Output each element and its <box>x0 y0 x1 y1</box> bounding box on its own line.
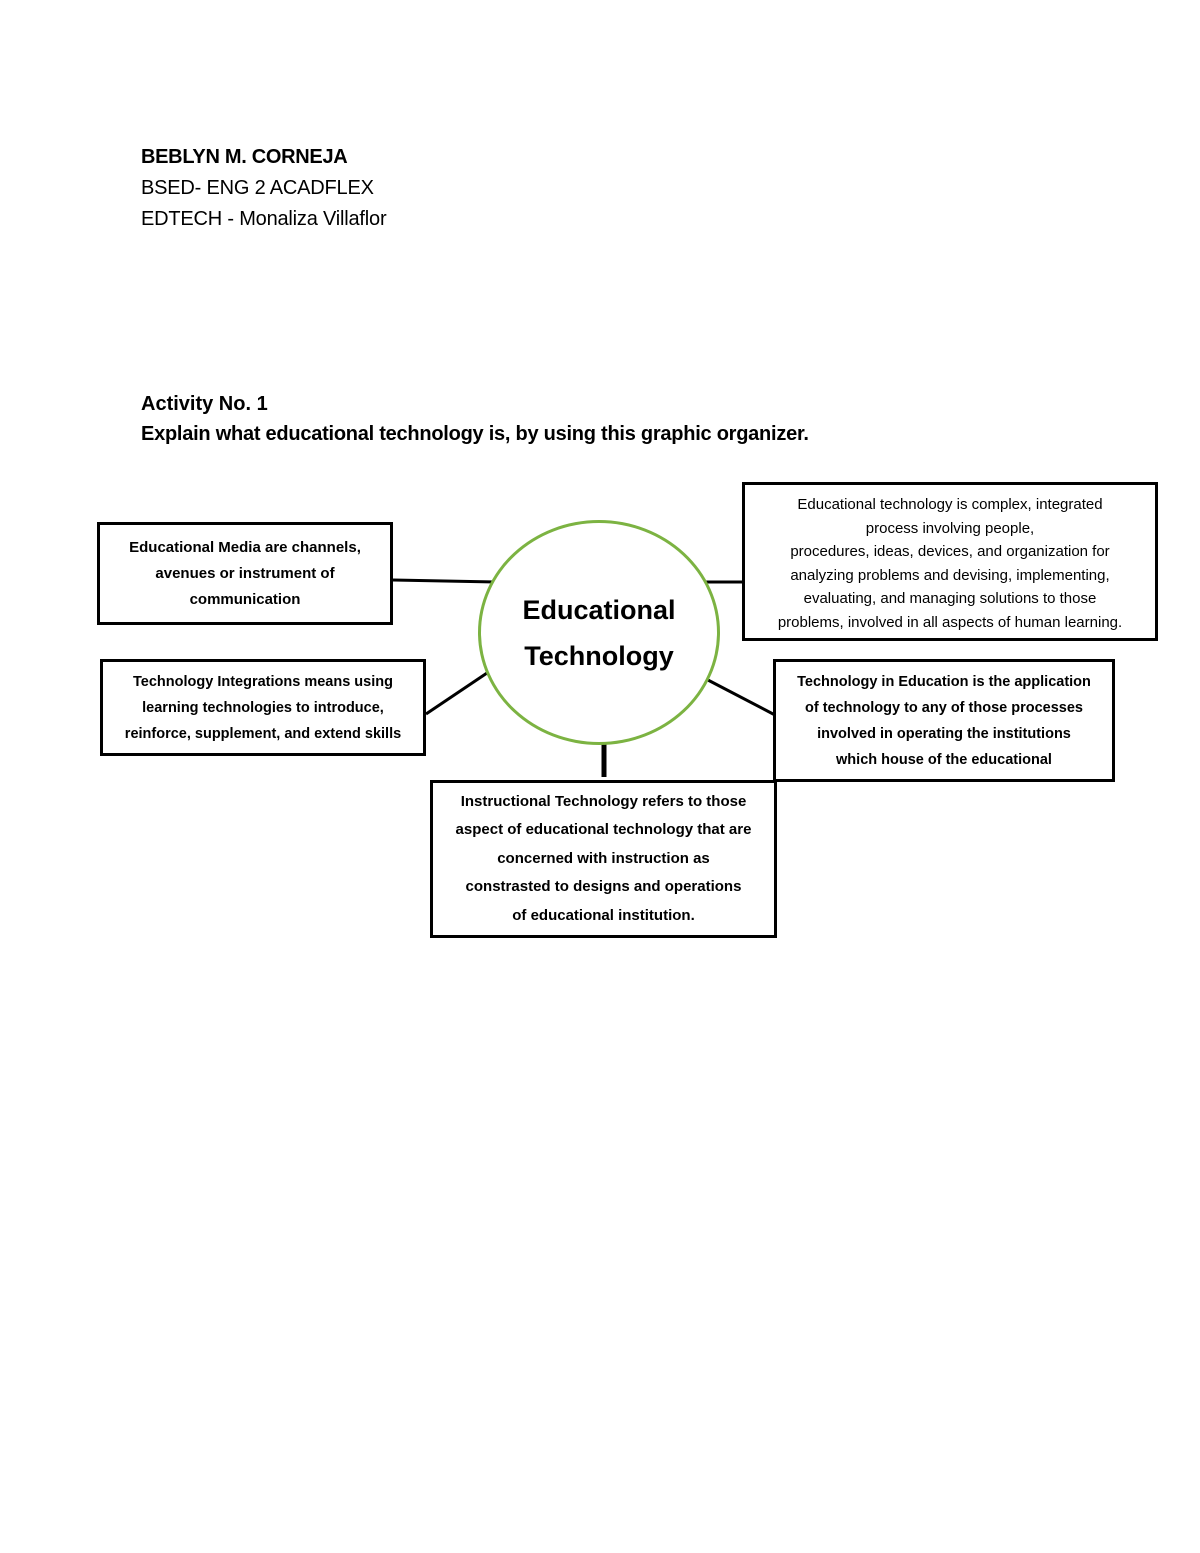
center-topic-line: Technology <box>524 640 674 671</box>
box-text-line: process involving people, <box>865 519 1035 537</box>
box-text-line: involved in operating the institutions <box>817 725 1071 742</box>
box-text-line: constrasted to designs and operations <box>465 878 742 896</box>
box-text-line: reinforce, supplement, and extend skills <box>124 725 402 742</box>
box-text-line: Instructional Technology refers to those <box>460 792 747 810</box>
box-text-line: concerned with instruction as <box>497 849 710 867</box>
box-text-line: Educational Media are channels, <box>129 538 361 556</box>
center-topic-line: Educational <box>522 594 676 625</box>
box-text-line: avenues or instrument of <box>155 564 335 582</box>
box-text-line: communication <box>189 590 301 608</box>
center-topic-circle <box>478 520 720 745</box>
box-text-line: of educational institution. <box>512 906 695 924</box>
box-text-line: problems, involved in all aspects of human learning. <box>777 613 1123 631</box>
box-text-line: Educational technology is complex, integrated <box>797 496 1103 513</box>
box-text-line: aspect of educational technology that are <box>455 821 752 839</box>
box-text-line: learning technologies to introduce, <box>142 699 384 716</box>
box-text-line: analyzing problems and devising, implementing, <box>790 566 1110 584</box>
student-name: BEBLYN M. CORNEJA <box>141 146 348 168</box>
box-text-line: evaluating, and managing solutions to those <box>803 590 1097 607</box>
connector-media <box>393 580 496 582</box>
box-text-line: of technology to any of those processes <box>805 699 1083 716</box>
definition-box <box>742 482 1158 641</box>
box-text-line: procedures, ideas, devices, and organization for <box>790 543 1110 560</box>
technology-integration-box <box>100 659 426 756</box>
box-text-line: Technology in Education is the application <box>797 673 1091 690</box>
instructional-technology-box <box>430 780 777 938</box>
activity-number: Activity No. 1 <box>141 393 268 415</box>
subject-line: EDTECH - Monaliza Villaflor <box>141 208 387 230</box>
course-line: BSED- ENG 2 ACADFLEX <box>141 177 374 199</box>
box-text-line: which house of the educational <box>836 751 1052 768</box>
technology-in-education-box <box>773 659 1115 782</box>
activity-instruction: Explain what educational technology is, by using this graphic organizer. <box>141 423 809 445</box>
box-text-line: Technology Integrations means using <box>133 673 393 690</box>
connector-tech-in-ed <box>706 679 775 715</box>
educational-media-box <box>97 522 393 625</box>
connector-integration <box>426 671 490 714</box>
